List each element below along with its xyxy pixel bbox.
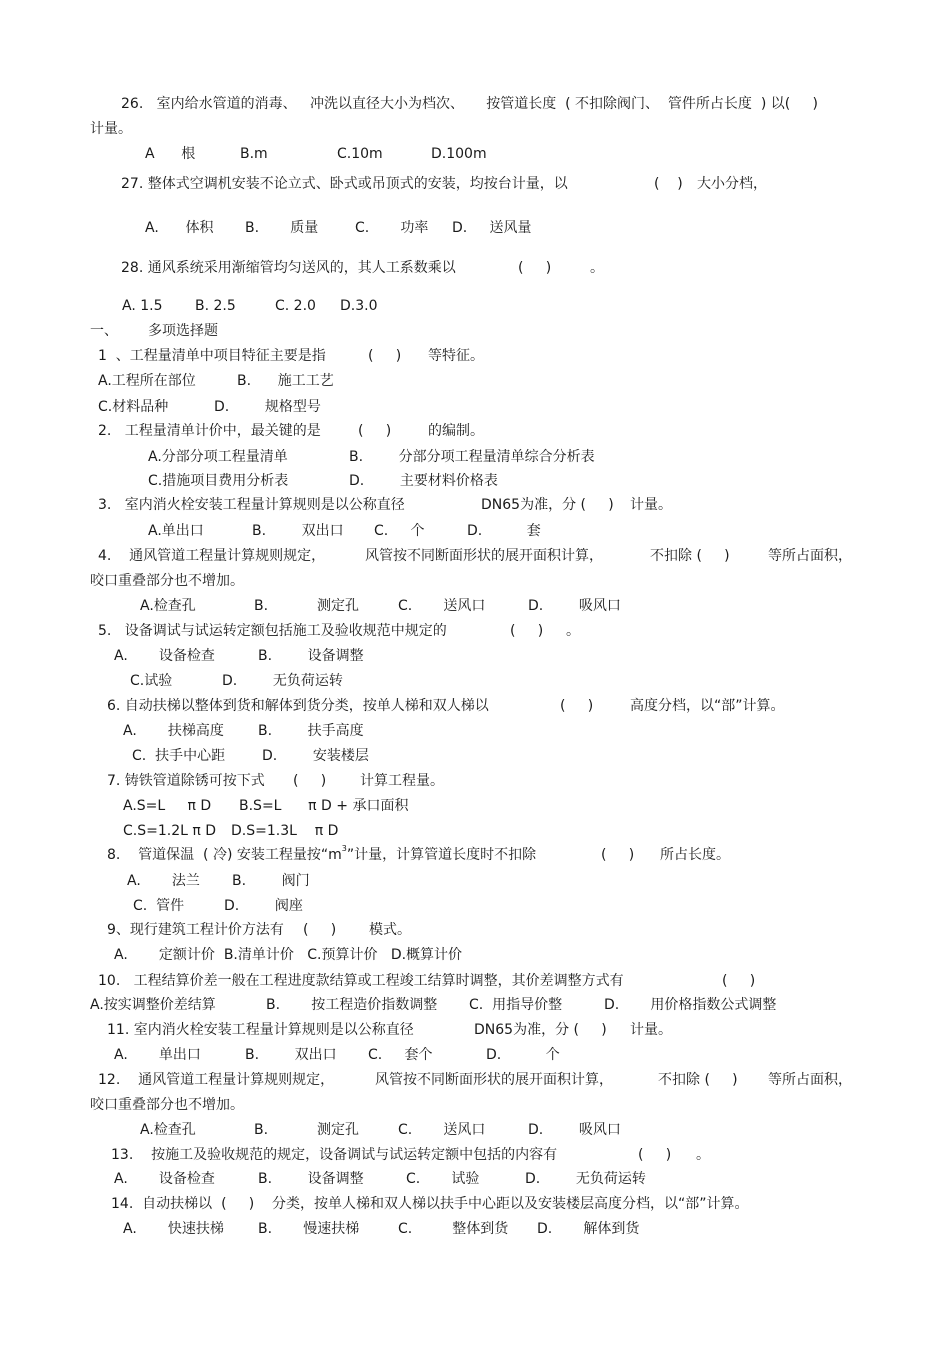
m8-blank: ( ) [601,847,635,863]
m5-options-2 [0,670,950,692]
m2-blank: ( ) [358,423,392,439]
q27-stem-line [0,173,950,195]
m12-stem-cont: 咬口重叠部分也不增加。 [90,1097,244,1113]
m8-options-2 [0,895,950,917]
m9-stem-line [0,919,950,941]
q26-option-c: C.10m [337,146,383,162]
m13-option-b: B. 设备调整 [258,1171,364,1187]
m2-stem-end: 的编制。 [428,423,484,439]
m14-option-a: A. 快速扶梯 [123,1221,224,1237]
q28-option-b: B. 2.5 [195,298,236,314]
m7-options-2 [0,820,950,842]
m14-option-b: B. 慢速扶梯 [258,1221,360,1237]
m11-options [0,1044,950,1066]
m8-option-d: D. 阀座 [224,898,303,914]
m7-blank: ( ) [293,773,327,789]
m3-stem: 3. 室内消火栓安装工程量计算规则是以公称直径 [98,497,405,513]
m13-option-d: D. 无负荷运转 [525,1171,646,1187]
m10-option-c: C. 用指导价整 [469,997,563,1013]
m8-stem-text-2: ”计量，计算管道长度时不扣除 [346,847,537,863]
q28-stem-end: 。 [590,260,604,276]
m8-stem-line [0,844,950,866]
q27-stem: 27. 整体式空调机安装不论立式、卧式或吊顶式的安装，均按台计量，以 [121,176,568,192]
m4-stem-line-2 [0,570,950,592]
m8-stem-end: 所占长度。 [660,847,730,863]
m9-options [0,944,950,966]
m8-stem [107,844,536,866]
m11-option-a: A. 单出口 [114,1047,201,1063]
m9-stem-end: 模式。 [369,922,411,938]
m7-option-b: B.S=L π D + 承口面积 [239,798,409,814]
m12-options [0,1119,950,1141]
m5-stem-end: 。 [566,623,580,639]
m4-blank: 不扣除 ( ) [650,548,730,564]
m4-options [0,595,950,617]
q26-options [0,143,950,165]
m7-option-c: C.S=1.2L π D [123,823,217,839]
m2-stem-line [0,420,950,442]
m1-option-a: A.工程所在部位 [98,373,196,389]
m14-stem: 14. 自动扶梯以 ( ) 分类，按单人梯和双人梯以扶手中心距以及安装楼层高度分档，以“部”计算。 [111,1196,749,1212]
m12-stem-line [0,1069,950,1091]
m1-blank: ( ) [368,348,402,364]
q27-stem-end: 大小分档， [697,176,767,192]
m11-option-d: D. 个 [486,1047,560,1063]
m13-stem-line [0,1144,950,1166]
m8-superscript: 3 [341,844,347,853]
m10-blank: ( ) [722,973,756,989]
m6-stem-end: 高度分档，以“部”计算。 [630,698,785,714]
m4-option-d: D. 吸风口 [528,598,621,614]
m2-stem: 2. 工程量清单计价中，最关键的是 [98,423,321,439]
m5-option-c: C.试验 [130,673,173,689]
m6-blank: ( ) [560,698,594,714]
m13-options [0,1168,950,1190]
m5-options-1 [0,645,950,667]
m7-option-a: A.S=L π D [123,798,212,814]
m12-stem-line-2 [0,1094,950,1116]
m12-stem: 12. 通风管道工程量计算规则规定， [98,1072,335,1088]
m3-blank: DN65为准，分 ( ) [481,497,614,513]
m6-option-d: D. 安装楼层 [262,748,369,764]
m11-option-c: C. 套个 [368,1047,433,1063]
m14-options [0,1218,950,1240]
section-number: 一、 [90,323,118,339]
section-heading [0,320,950,342]
m1-options-2 [0,396,950,418]
m1-options-1 [0,370,950,392]
m2-option-d: D. 主要材料价格表 [349,473,498,489]
q28-option-c: C. 2.0 [275,298,316,314]
q27-option-d: D. 送风量 [452,220,532,236]
m4-stem-cont: 咬口重叠部分也不增加。 [90,573,244,589]
m13-option-c: C. 试验 [406,1171,480,1187]
m3-option-b: B. 双出口 [252,523,344,539]
m8-option-c: C. 管件 [133,898,185,914]
m4-stem-mid: 风管按不同断面形状的展开面积计算， [365,548,603,564]
q27-options [0,217,950,239]
m5-option-d: D. 无负荷运转 [222,673,343,689]
m13-stem-end: 。 [696,1147,710,1163]
m2-option-b: B. 分部分项工程量清单综合分析表 [349,449,595,465]
m1-stem: 1 、工程量清单中项目特征主要是指 [98,348,326,364]
m11-option-b: B. 双出口 [245,1047,337,1063]
m7-options-1 [0,795,950,817]
m6-stem: 6. 自动扶梯以整体到货和解体到货分类，按单人梯和双人梯以 [107,698,489,714]
m1-stem-line [0,345,950,367]
m4-stem-end: 等所占面积， [768,548,852,564]
m3-option-a: A.单出口 [148,523,204,539]
m2-options-2 [0,470,950,492]
m12-option-c: C. 送风口 [398,1122,486,1138]
m5-stem-line [0,620,950,642]
q28-stem-line [0,257,950,279]
m13-option-a: A. 设备检查 [114,1171,215,1187]
m7-option-d: D.S=1.3L π D [231,823,339,839]
m6-options-1 [0,720,950,742]
m10-option-b: B. 按工程造价指数调整 [266,997,438,1013]
q26-stem-cont: 计量。 [90,121,132,137]
q26-stem: 26. 室内给水管道的消毒、 冲洗以直径大小为档次、 按管道长度 ( 不扣除阀门、 管件所占长度 ) 以( ) [121,96,818,112]
m3-options [0,520,950,542]
m13-stem: 13. 按施工及验收规范的规定，设备调试与试运转定额中包括的内容有 [111,1147,558,1163]
m11-stem-end: 计量。 [630,1022,672,1038]
q28-blank: ( ) [518,260,552,276]
m1-option-b: B. 施工工艺 [237,373,334,389]
m14-stem-line [0,1193,950,1215]
m11-stem-line [0,1019,950,1041]
q26-stem-line [0,93,950,115]
q26-option-b: B.m [240,146,268,162]
q28-options [0,295,950,317]
m1-stem-end: 等特征。 [428,348,484,364]
m10-stem-line [0,970,950,992]
m6-option-c: C. 扶手中心距 [132,748,226,764]
m5-option-b: B. 设备调整 [258,648,364,664]
m12-option-d: D. 吸风口 [528,1122,621,1138]
m3-option-d: D. 套 [467,523,541,539]
m7-stem: 7. 铸铁管道除锈可按下式 [107,773,265,789]
m8-option-a: A. 法兰 [127,873,200,889]
m3-option-c: C. 个 [374,523,425,539]
m2-option-c: C.措施项目费用分析表 [148,473,289,489]
m4-option-c: C. 送风口 [398,598,486,614]
q27-option-c: C. 功率 [355,220,429,236]
m4-stem: 4. 通风管道工程量计算规则规定， [98,548,326,564]
m5-stem: 5. 设备调试与试运转定额包括施工及验收规范中规定的 [98,623,447,639]
m2-options-1 [0,446,950,468]
m10-option-d: D. 用价格指数公式调整 [604,997,777,1013]
m11-stem: 11. 室内消火栓安装工程量计算规则是以公称直径 [107,1022,414,1038]
m3-stem-end: 计量。 [630,497,672,513]
m12-stem-mid: 风管按不同断面形状的展开面积计算， [375,1072,613,1088]
q27-blank: ( ) [654,176,683,192]
q27-option-a: A. 体积 [145,220,214,236]
m4-stem-line [0,545,950,567]
m3-stem-line [0,494,950,516]
m14-option-c: C. 整体到货 [398,1221,509,1237]
m7-stem-end: 计算工程量。 [360,773,444,789]
m11-blank: DN65为准，分 ( ) [474,1022,607,1038]
m6-option-b: B. 扶手高度 [258,723,364,739]
q28-stem: 28. 通风系统采用渐缩管均匀送风的，其人工系数乘以 [121,260,456,276]
m6-stem-line [0,695,950,717]
q26-option-d: D.100m [431,146,487,162]
m10-options [0,994,950,1016]
m12-stem-end: 等所占面积， [768,1072,852,1088]
m4-option-a: A.检查孔 [140,598,196,614]
m12-option-a: A.检查孔 [140,1122,196,1138]
m10-option-a: A.按实调整价差结算 [90,997,216,1013]
m12-option-b: B. 测定孔 [254,1122,360,1138]
q26-option-a: A 根 [145,146,196,162]
m5-option-a: A. 设备检查 [114,648,215,664]
m6-options-2 [0,745,950,767]
m4-option-b: B. 测定孔 [254,598,360,614]
q26-stem-line-2 [0,118,950,140]
m8-options-1 [0,870,950,892]
m1-option-d: D. 规格型号 [214,399,321,415]
m9-option-list: A. 定额计价 B.清单计价 C.预算计价 D.概算计价 [114,947,463,963]
m6-option-a: A. 扶梯高度 [123,723,224,739]
q28-option-d: D.3.0 [340,298,378,314]
m2-option-a: A.分部分项工程量清单 [148,449,288,465]
q28-option-a: A. 1.5 [122,298,163,314]
m9-blank: ( ) [303,922,337,938]
m5-blank: ( ) [510,623,544,639]
m9-stem: 9、现行建筑工程计价方法有 [107,922,284,938]
m1-option-c: C.材料品种 [98,399,169,415]
m8-option-b: B. 阀门 [232,873,310,889]
m8-stem-text: 8. 管道保温 ( 冷) 安装工程量按“m [107,847,342,863]
m7-stem-line [0,770,950,792]
m14-option-d: D. 解体到货 [537,1221,640,1237]
m12-blank: 不扣除 ( ) [658,1072,738,1088]
m13-blank: ( ) [638,1147,672,1163]
section-title: 多项选择题 [148,323,218,339]
m10-stem: 10. 工程结算价差一般在工程进度款结算或工程竣工结算时调整，其价差调整方式有 [98,973,624,989]
q27-option-b: B. 质量 [245,220,319,236]
